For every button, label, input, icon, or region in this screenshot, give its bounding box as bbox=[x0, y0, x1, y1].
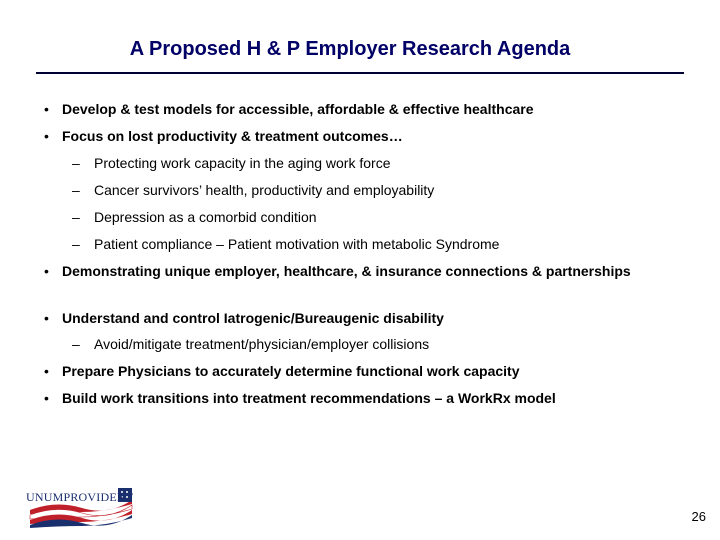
bullet-text: Prepare Physicians to accurately determine functional work capacity bbox=[62, 363, 520, 379]
bullet-dot: • bbox=[44, 263, 49, 279]
sub-bullet-item bbox=[72, 209, 632, 226]
sub-bullet-text: Protecting work capacity in the aging work force bbox=[94, 155, 391, 171]
bullet-dot: • bbox=[44, 310, 49, 326]
sub-bullet-item bbox=[72, 336, 632, 353]
slide-title: A Proposed H & P Employer Research Agenda bbox=[129, 38, 571, 60]
sub-bullet-item bbox=[72, 182, 632, 199]
bullet-item bbox=[44, 128, 644, 145]
bullet-text: Develop & test models for accessible, affordable & effective healthcare bbox=[62, 101, 534, 117]
sub-bullet-item bbox=[72, 236, 632, 253]
sub-bullet-text: Avoid/mitigate treatment/physician/employer collisions bbox=[94, 336, 430, 352]
bullet-dot: • bbox=[44, 363, 49, 379]
bullet-item bbox=[44, 390, 644, 407]
sub-bullet-dash: – bbox=[72, 182, 80, 198]
bullet-text: Build work transitions into treatment recommendations – a WorkRx model bbox=[62, 390, 556, 406]
sub-bullet-dash: – bbox=[72, 209, 80, 225]
sub-bullet-item bbox=[72, 155, 632, 172]
sub-bullet-text: Depression as a comorbid condition bbox=[94, 209, 317, 225]
company-logo bbox=[26, 486, 136, 528]
page-number: 26 bbox=[691, 509, 706, 524]
sub-bullet-dash: – bbox=[72, 155, 80, 171]
bullet-item bbox=[44, 310, 644, 327]
sub-bullet-dash: – bbox=[72, 236, 80, 252]
bullet-item bbox=[44, 363, 644, 380]
logo-text: UNUMPROVIDENT bbox=[26, 490, 134, 504]
bullet-text: Focus on lost productivity & treatment outcomes… bbox=[62, 128, 403, 144]
bullet-dot: • bbox=[44, 390, 49, 406]
bullet-item bbox=[44, 263, 644, 280]
bullet-item bbox=[44, 101, 644, 118]
sub-bullet-dash: – bbox=[72, 336, 80, 352]
bullet-dot: • bbox=[44, 128, 49, 144]
bullet-text: Understand and control Iatrogenic/Bureaugenic disability bbox=[62, 310, 444, 326]
sub-bullet-text: Cancer survivors’ health, productivity and employability bbox=[94, 182, 435, 198]
bullet-dot: • bbox=[44, 101, 49, 117]
sub-bullet-text: Patient compliance – Patient motivation with metabolic Syndrome bbox=[94, 236, 500, 252]
bullet-text: Demonstrating unique employer, healthcare, & insurance connections & partnerships bbox=[62, 263, 631, 279]
